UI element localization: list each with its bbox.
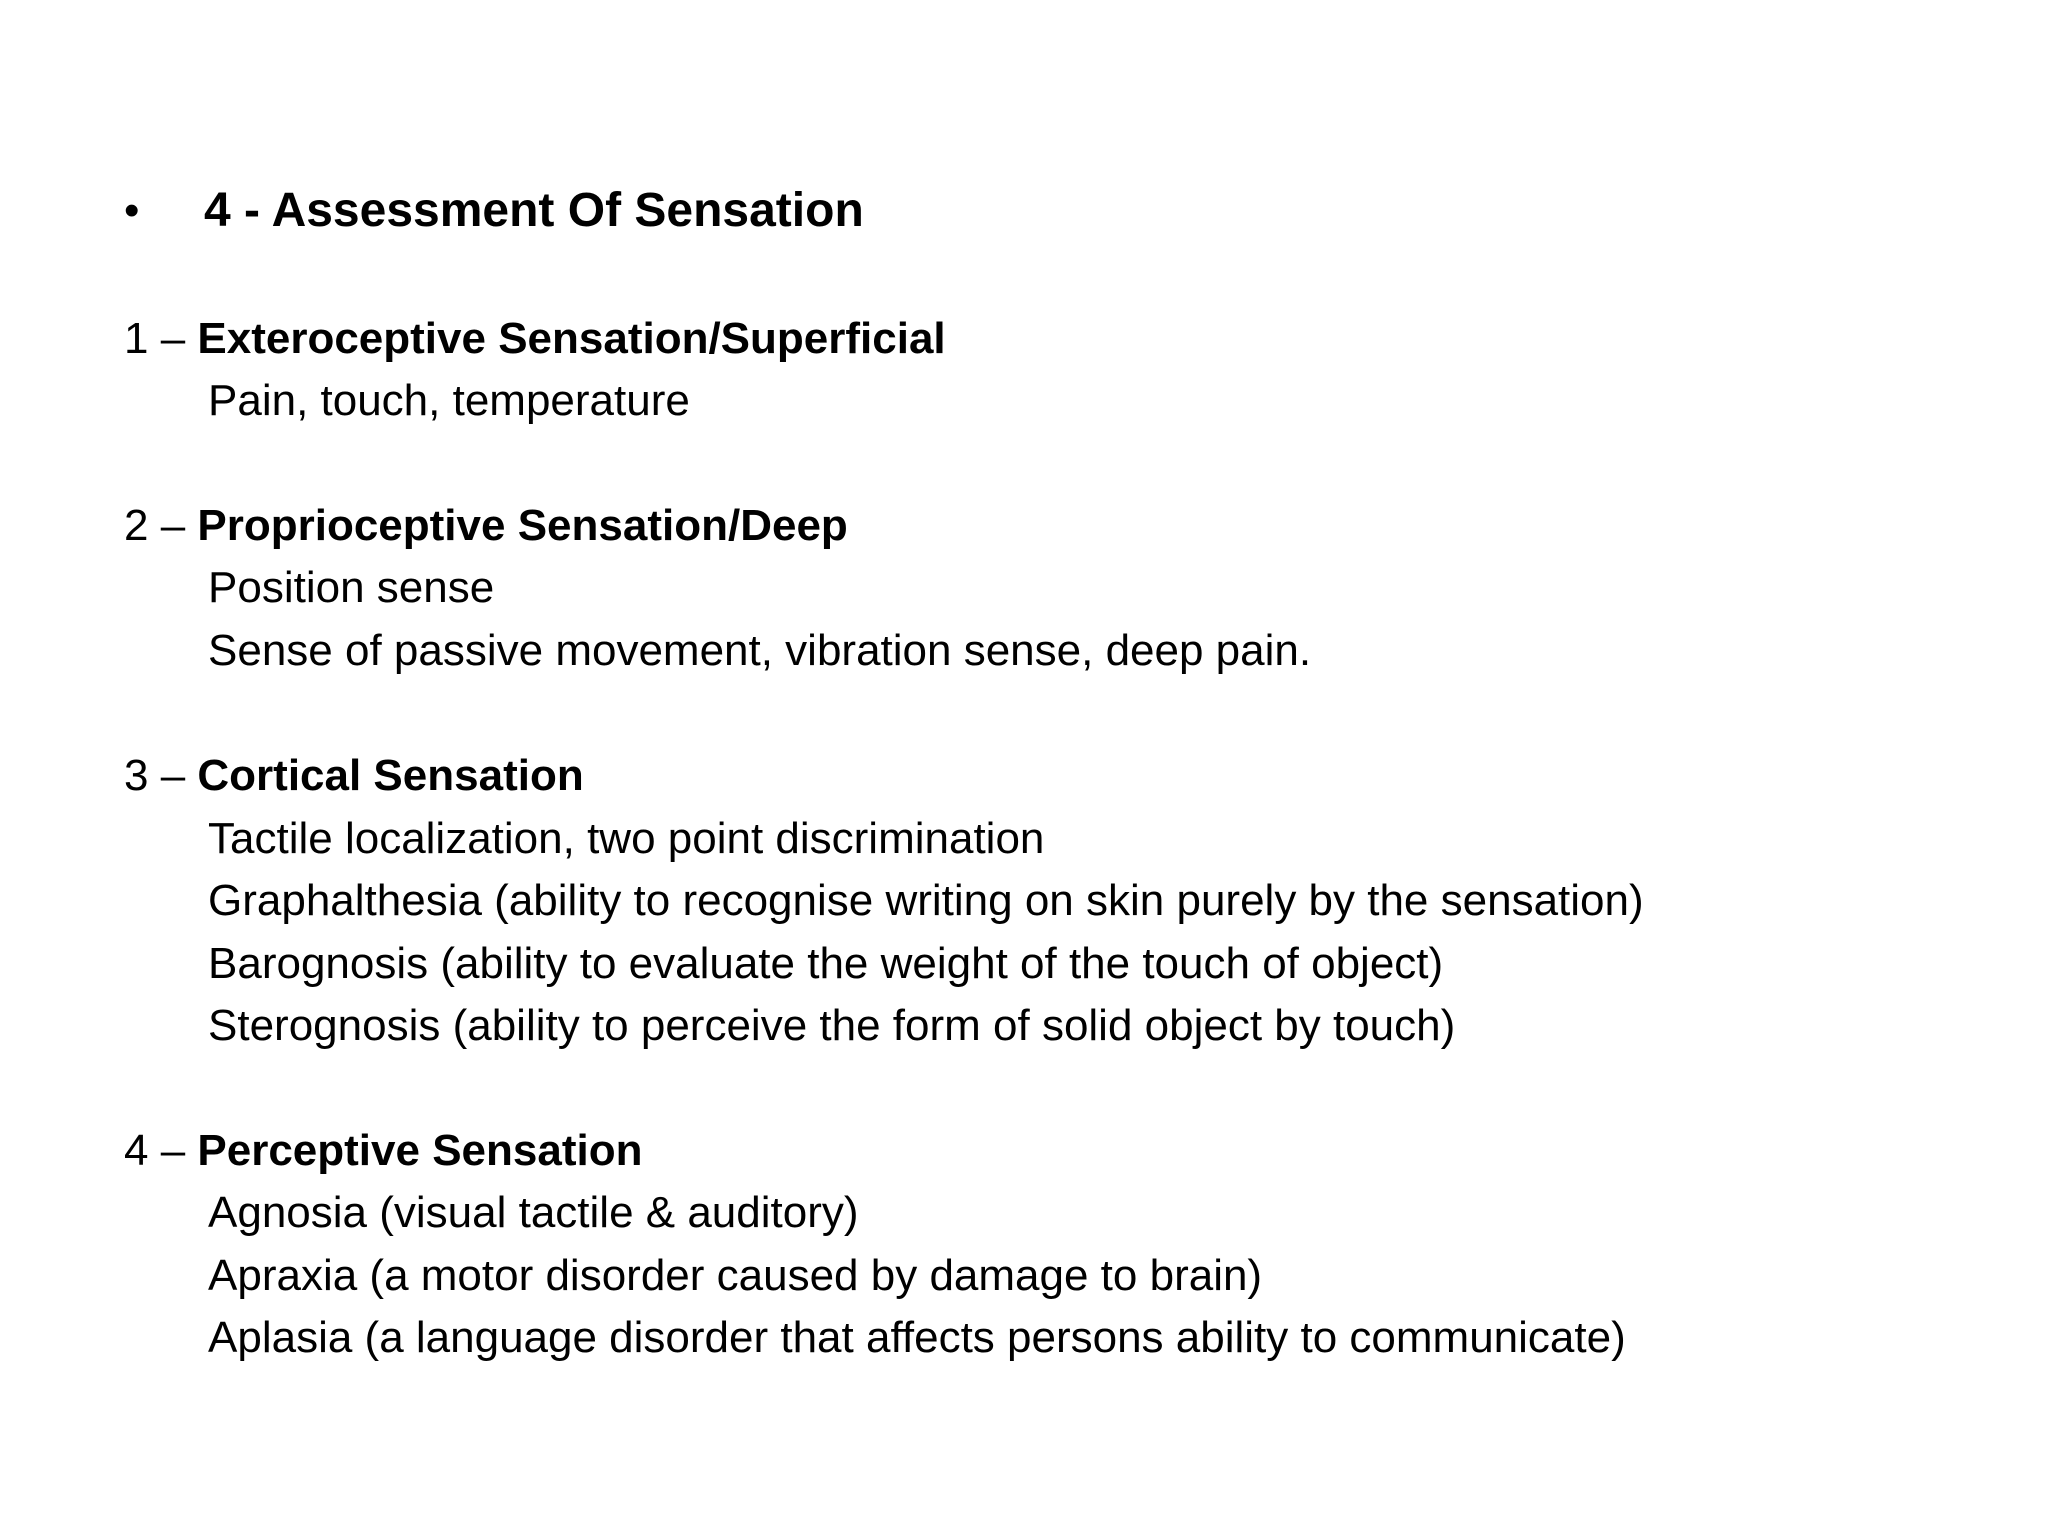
section-title: Proprioceptive Sensation/Deep — [197, 501, 848, 550]
section-number: 4 – — [124, 1126, 198, 1175]
section-number: 1 – — [124, 314, 198, 363]
section-heading — [124, 308, 946, 370]
section-title: Cortical Sensation — [197, 751, 584, 800]
section-item: Barognosis (ability to evaluate the weight of the touch of object) — [208, 939, 1444, 988]
section-heading — [124, 495, 848, 557]
section-title: Perceptive Sensation — [197, 1126, 643, 1175]
slide-title: 4 - Assessment Of Sensation — [204, 184, 864, 237]
section-item: Pain, touch, temperature — [208, 376, 690, 425]
section-item: Tactile localization, two point discrimination — [208, 814, 1045, 863]
section-item: Sense of passive movement, vibration sense, deep pain. — [208, 626, 1312, 675]
section-number: 2 – — [124, 501, 198, 550]
slide-title-row — [124, 180, 864, 242]
section-item: Position sense — [208, 563, 495, 612]
section-item: Graphalthesia (ability to recognise writing on skin purely by the sensation) — [208, 876, 1644, 925]
section-number: 3 – — [124, 751, 198, 800]
bullet-icon: • — [124, 186, 140, 235]
section-item: Agnosia (visual tactile & auditory) — [208, 1188, 859, 1237]
section-heading — [124, 745, 584, 807]
section-item: Apraxia (a motor disorder caused by damage to brain) — [208, 1251, 1263, 1300]
section-heading — [124, 1120, 642, 1182]
section-item: Aplasia (a language disorder that affects persons ability to communicate) — [208, 1313, 1626, 1362]
section-title: Exteroceptive Sensation/Superficial — [197, 314, 946, 363]
section-item: Sterognosis (ability to perceive the form of solid object by touch) — [208, 1001, 1456, 1050]
